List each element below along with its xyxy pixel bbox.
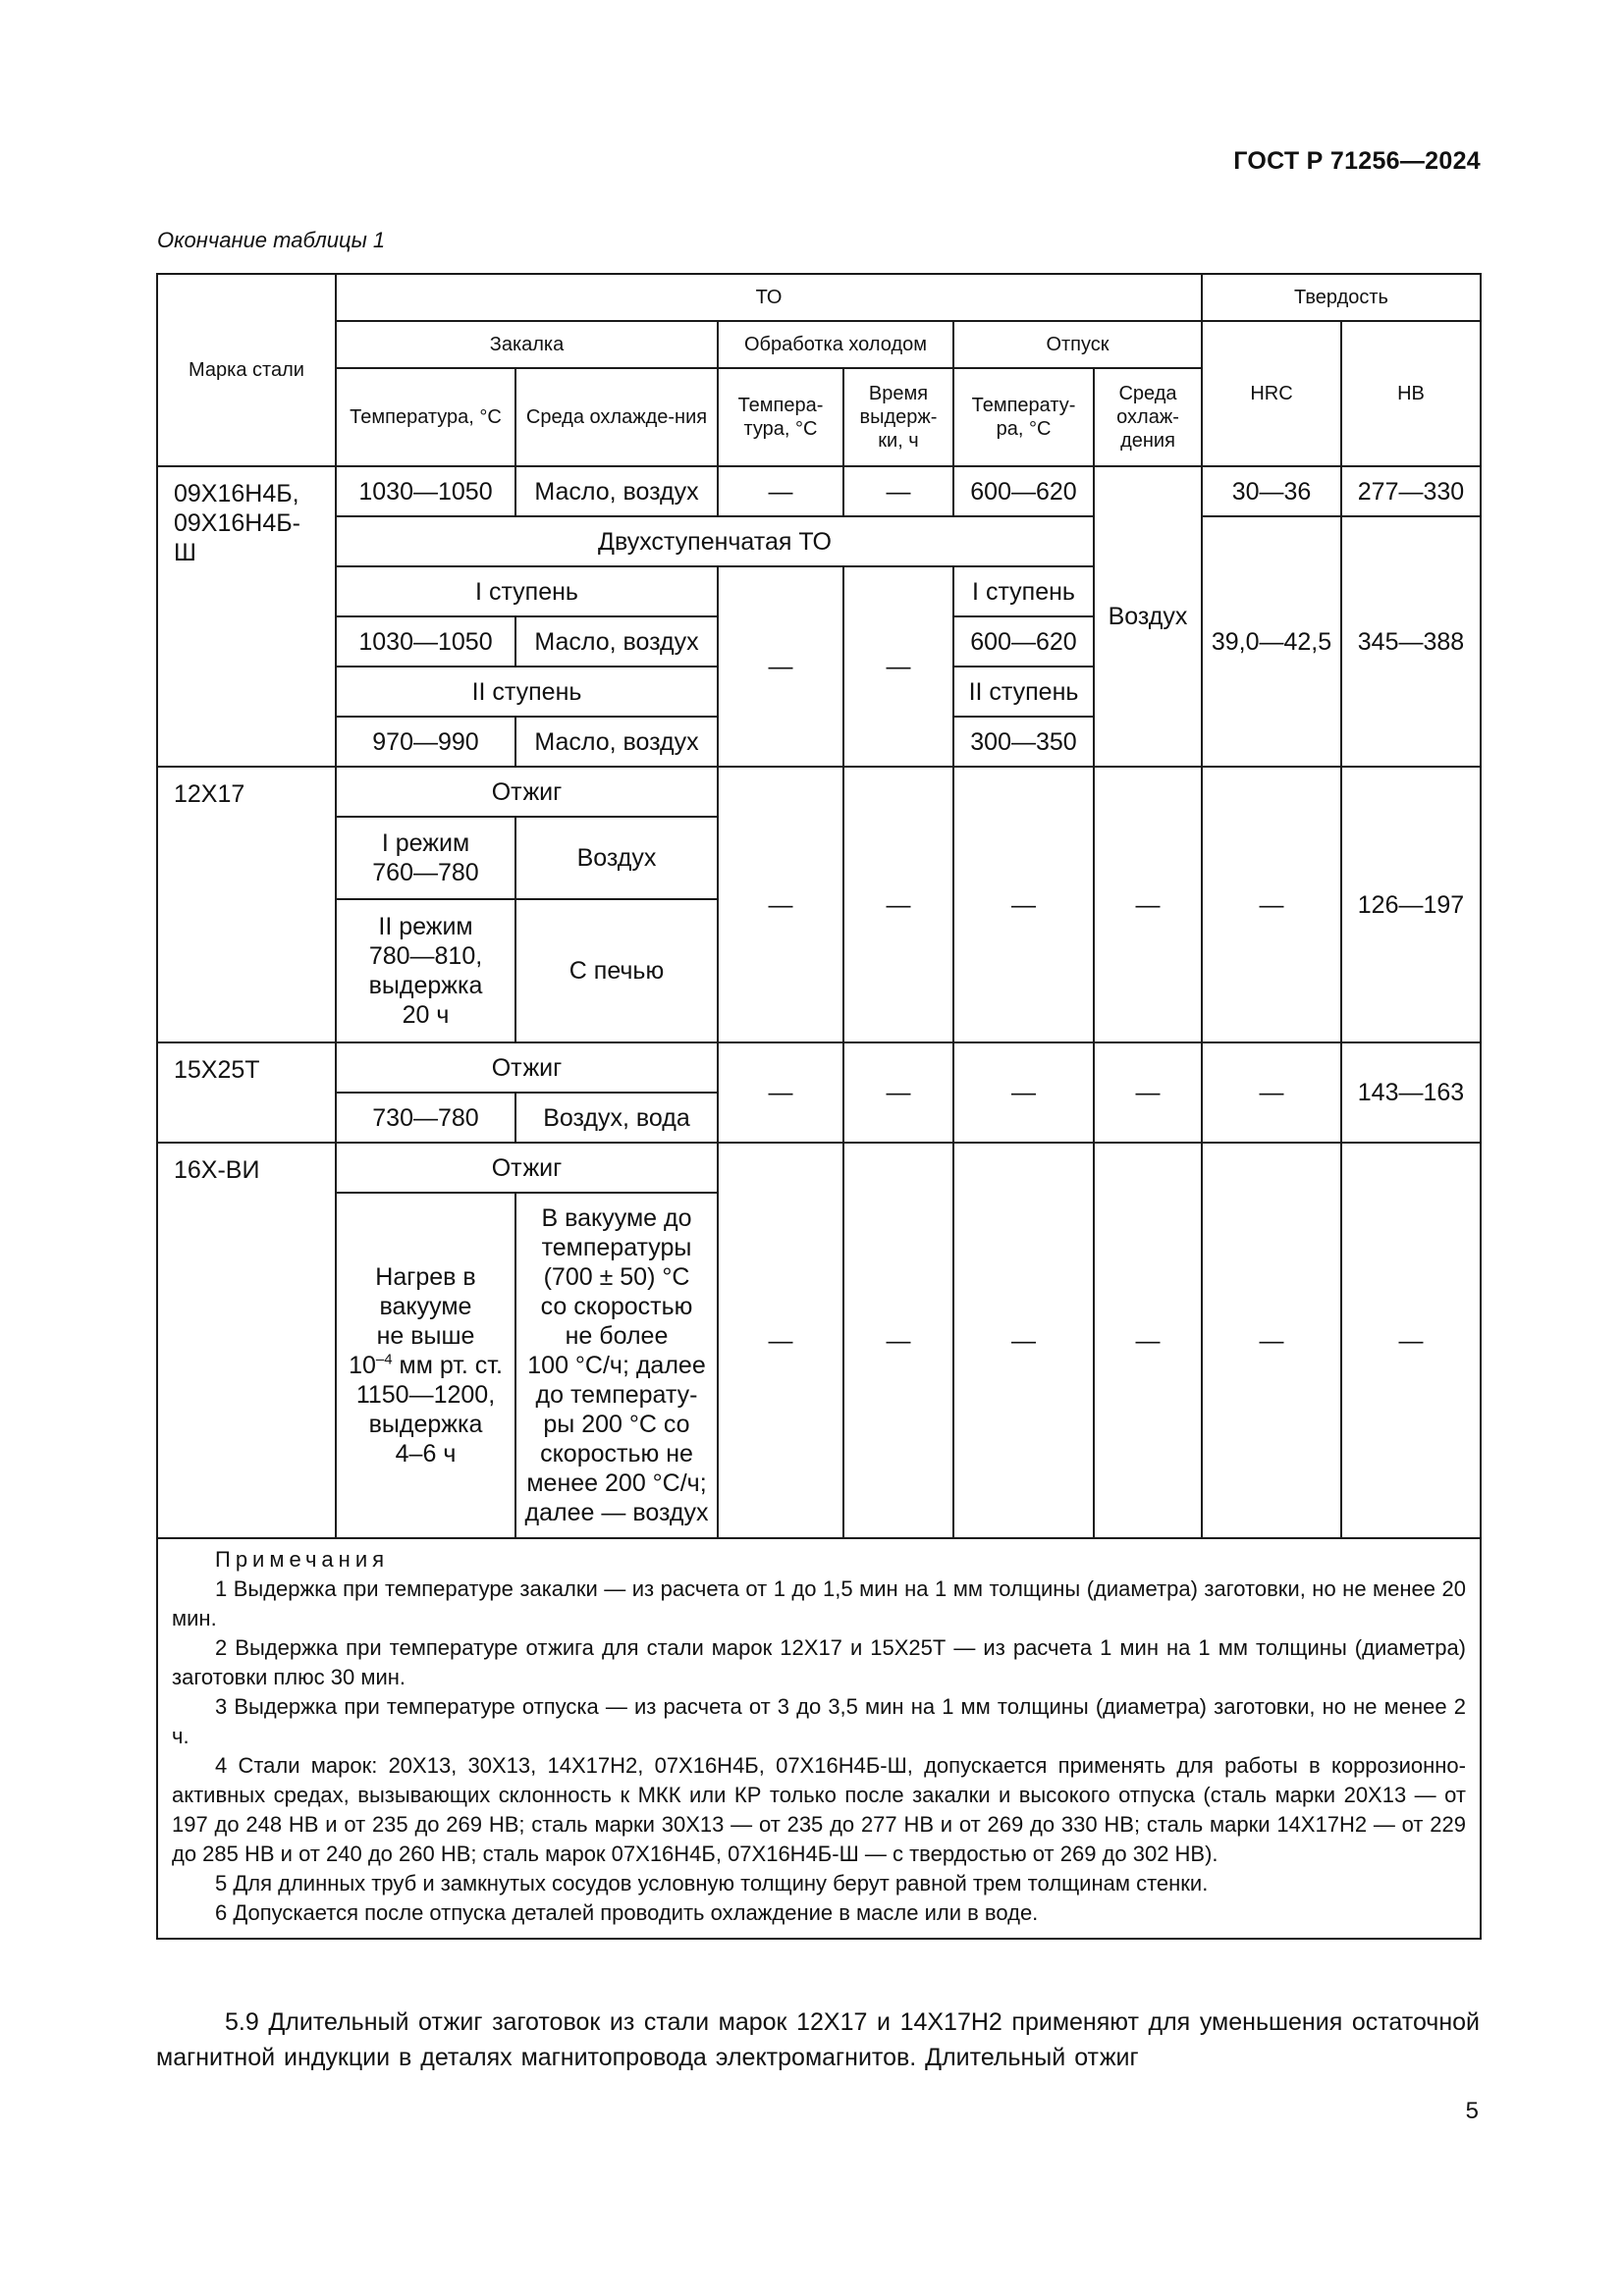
- header-cold-time: Время выдерж-ки, ч: [843, 368, 953, 466]
- table-cell: Воздух: [1094, 466, 1202, 767]
- header-cold-treatment: Обработка холодом: [718, 321, 953, 368]
- steel-grade: 16Х-ВИ: [157, 1143, 336, 1538]
- table-cell: —: [1341, 1143, 1481, 1538]
- table-cell: —: [718, 566, 843, 767]
- note-item: 5 Для длинных труб и замкнутых сосудов условную толщину берут равной трем толщинам стенки.: [215, 1871, 1209, 1896]
- table-caption: Окончание таблицы 1: [157, 228, 386, 252]
- header-to: ТО: [336, 274, 1202, 321]
- table-cell: —: [843, 1143, 953, 1538]
- table-cell: —: [1202, 1143, 1341, 1538]
- table-cell: 600—620: [953, 616, 1094, 667]
- header-temper: Отпуск: [953, 321, 1202, 368]
- table-cell: —: [843, 1042, 953, 1143]
- note-item: 3 Выдержка при температуре отпуска — из расчета от 3 до 3,5 мин на 1 мм толщины (диаметра) заготовки, но не менее 2 ч.: [172, 1694, 1466, 1748]
- table-cell: Отжиг: [336, 1042, 718, 1093]
- table-cell: Двухступенчатая ТО: [336, 516, 1094, 566]
- header-cold-temp: Темпера-тура, °С: [718, 368, 843, 466]
- table-cell: —: [1094, 767, 1202, 1042]
- table-cell: —: [718, 466, 843, 516]
- table-cell: I ступень: [336, 566, 718, 616]
- table-cell: Масло, воздух: [515, 717, 718, 767]
- header-hardness: Твердость: [1202, 274, 1481, 321]
- header-quench-medium: Среда охлажде-ния: [515, 368, 718, 466]
- heat-text: Нагрев в вакууме не выше 10: [349, 1263, 476, 1379]
- table-cell: С печью: [515, 899, 718, 1042]
- table-cell: —: [718, 767, 843, 1042]
- document-header: ГОСТ Р 71256—2024: [1233, 147, 1481, 175]
- table-cell: —: [843, 466, 953, 516]
- table-cell: Масло, воздух: [515, 466, 718, 516]
- page-number: 5: [1465, 2098, 1479, 2124]
- table-cell: II ступень: [336, 667, 718, 717]
- table-cell: 600—620: [953, 466, 1094, 516]
- table-cell: [336, 1193, 515, 1538]
- header-temper-temp: Температу-ра, °С: [953, 368, 1094, 466]
- table-cell: —: [718, 1042, 843, 1143]
- notes-block: [157, 1538, 1481, 1939]
- header-quench: Закалка: [336, 321, 718, 368]
- table-cell: I ступень: [953, 566, 1094, 616]
- table-cell: —: [1094, 1042, 1202, 1143]
- notes-title: Примечания: [215, 1547, 390, 1572]
- table-cell: 300—350: [953, 717, 1094, 767]
- heat-text: мм рт. ст. 1150—1200, выдержка 4–6 ч: [355, 1352, 503, 1468]
- table-cell: 730—780: [336, 1093, 515, 1143]
- table-cell: II режим 780—810, выдержка 20 ч: [336, 899, 515, 1042]
- table-cell: —: [953, 1143, 1094, 1538]
- table-cell: 126—197: [1341, 767, 1481, 1042]
- table-cell: —: [953, 1042, 1094, 1143]
- note-item: 2 Выдержка при температуре отжига для стали марок 12Х17 и 15Х25Т — из расчета 1 мин на 1 мм толщины (диаметра) заготовки плюс 30 мин.: [172, 1635, 1466, 1689]
- table-cell: —: [843, 566, 953, 767]
- table-cell: 143—163: [1341, 1042, 1481, 1143]
- table-cell: 39,0—42,5: [1202, 516, 1341, 767]
- table-cell: В вакууме до температуры (700 ± 50) °С со скоростью не более 100 °С/ч; далее до температу- ры 200 °С со скоростью не менее 200 °С/ч; далее — воздух: [515, 1193, 718, 1538]
- heat-treatment-table: [156, 273, 1482, 1940]
- header-hrc: HRC: [1202, 321, 1341, 466]
- table-cell: 1030—1050: [336, 616, 515, 667]
- table-cell: Воздух: [515, 817, 718, 899]
- table-cell: 30—36: [1202, 466, 1341, 516]
- table-cell: Воздух, вода: [515, 1093, 718, 1143]
- note-item: 6 Допускается после отпуска деталей проводить охлаждение в масле или в воде.: [215, 1900, 1039, 1925]
- steel-grade: 12Х17: [157, 767, 336, 1042]
- table-cell: I режим 760—780: [336, 817, 515, 899]
- note-item: 1 Выдержка при температуре закалки — из расчета от 1 до 1,5 мин на 1 мм толщины (диаметра) заготовки, но не менее 20 мин.: [172, 1576, 1466, 1630]
- table-cell: 345—388: [1341, 516, 1481, 767]
- header-temper-medium: Среда охлаж-дения: [1094, 368, 1202, 466]
- header-grade: Марка стали: [157, 274, 336, 466]
- note-item: 4 Стали марок: 20Х13, 30Х13, 14Х17Н2, 07Х16Н4Б, 07Х16Н4Б-Ш, допускается применять для работы в коррозионно-активных средах, вызывающих склонность к МКК или КР только после закалки и высокого отпуска (сталь марки 20Х13 — от 197 до 248 НВ и от 235 до 269 НВ; сталь марки 30Х13 — от 235 до 277 НВ и от 269 до 330 НВ; сталь марки 14Х17Н2 — от 229 до 285 НВ и от 240 до 260 НВ; сталь марок 07Х16Н4Б, 07Х16Н4Б-Ш — с твердостью от 269 до 302 НВ).: [172, 1753, 1466, 1866]
- table-cell: 1030—1050: [336, 466, 515, 516]
- table-cell: Отжиг: [336, 1143, 718, 1193]
- table-cell: —: [718, 1143, 843, 1538]
- table-cell: —: [1202, 767, 1341, 1042]
- table-cell: II ступень: [953, 667, 1094, 717]
- header-quench-temp: Температура, °С: [336, 368, 515, 466]
- exponent: –4: [375, 1351, 393, 1368]
- table-cell: Отжиг: [336, 767, 718, 817]
- steel-grade: 15Х25Т: [157, 1042, 336, 1143]
- table-cell: —: [843, 767, 953, 1042]
- header-hb: НВ: [1341, 321, 1481, 466]
- table-cell: —: [953, 767, 1094, 1042]
- table-cell: —: [1202, 1042, 1341, 1143]
- table-cell: 970—990: [336, 717, 515, 767]
- table-cell: Масло, воздух: [515, 616, 718, 667]
- table-cell: 277—330: [1341, 466, 1481, 516]
- steel-grade: 09Х16Н4Б, 09Х16Н4Б-Ш: [157, 466, 336, 767]
- table-cell: —: [1094, 1143, 1202, 1538]
- body-paragraph: 5.9 Длительный отжиг заготовок из стали марок 12Х17 и 14Х17Н2 применяют для уменьшения остаточной магнитной индукции в деталях магнитопровода электромагнитов. Длительный отжиг: [156, 2008, 1480, 2071]
